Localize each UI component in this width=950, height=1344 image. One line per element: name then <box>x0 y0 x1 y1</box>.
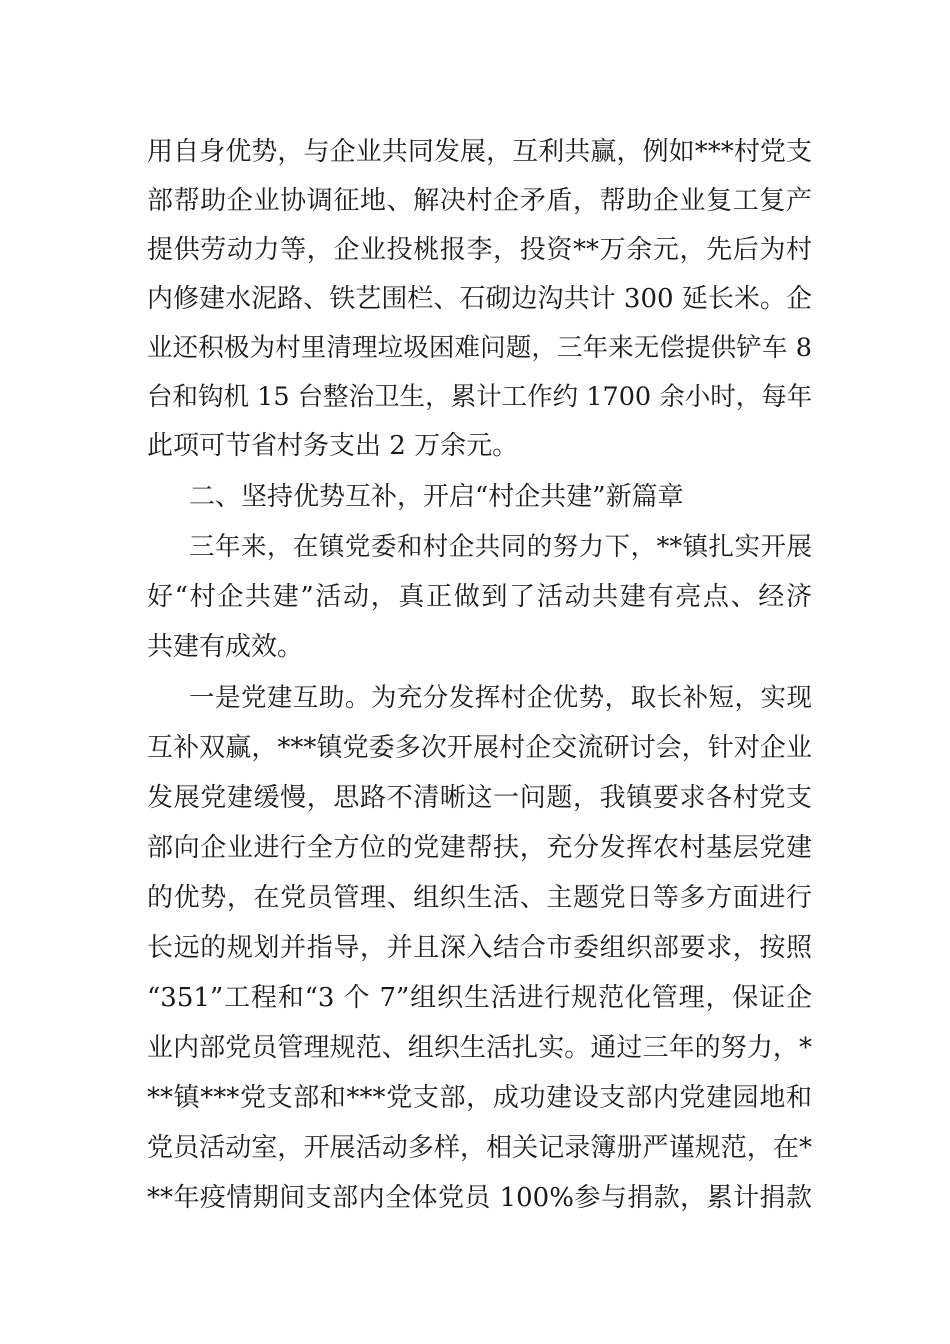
paragraph-line: “351”工程和“3 个 7”组织生活进行规范化管理，保证企 <box>147 983 812 1013</box>
paragraph-line: 台和钩机 15 台整治卫生，累计工作约 1700 余小时，每年 <box>147 382 813 412</box>
paragraph-line: 三年来，在镇党委和村企共同的努力下，**镇扎实开展 <box>189 532 812 562</box>
paragraph-line: 业内部党员管理规范、组织生活扎实。通过三年的努力，* <box>147 1033 812 1063</box>
paragraph-line: 长远的规划并指导，并且深入结合市委组织部要求，按照 <box>147 933 812 963</box>
paragraph-line: 发展党建缓慢，思路不清晰这一问题，我镇要求各村党支 <box>147 783 812 813</box>
paragraph-line: 共建有成效。 <box>147 632 304 662</box>
paragraph-line: 此项可节省村务支出 2 万余元。 <box>147 431 519 461</box>
paragraph-line: 一是党建互助。为充分发挥村企优势，取长补短，实现 <box>189 683 812 713</box>
paragraph-line: **镇***党支部和***党支部，成功建设支部内党建园地和 <box>147 1083 812 1113</box>
paragraph-line: 党员活动室，开展活动多样，相关记录簿册严谨规范，在* <box>147 1133 812 1163</box>
paragraph-line: 互补双赢，***镇党委多次开展村企交流研讨会，针对企业 <box>147 733 812 763</box>
paragraph-line: 提供劳动力等，企业投桃报李，投资**万余元，先后为村 <box>147 235 812 265</box>
paragraph-line: 业还积极为村里清理垃圾困难问题，三年来无偿提供铲车 8 <box>147 333 812 363</box>
paragraph-line: 内修建水泥路、铁艺围栏、石砌边沟共计 300 延长米。企 <box>147 284 812 314</box>
paragraph-line: 部向企业进行全方位的党建帮扶，充分发挥农村基层党建 <box>147 833 812 863</box>
paragraph-line: **年疫情期间支部内全体党员 100%参与捐款，累计捐款 <box>147 1183 812 1213</box>
paragraph-line: 用自身优势，与企业共同发展，互利共赢，例如***村党支 <box>147 137 812 167</box>
paragraph-line: 部帮助企业协调征地、解决村企矛盾，帮助企业复工复产 <box>147 186 812 216</box>
paragraph-line: 的优势，在党员管理、组织生活、主题党日等多方面进行 <box>147 883 812 913</box>
section-heading: 二、坚持优势互补，开启“村企共建”新篇章 <box>189 482 684 512</box>
paragraph-line: 好“村企共建”活动，真正做到了活动共建有亮点、经济 <box>147 582 812 612</box>
